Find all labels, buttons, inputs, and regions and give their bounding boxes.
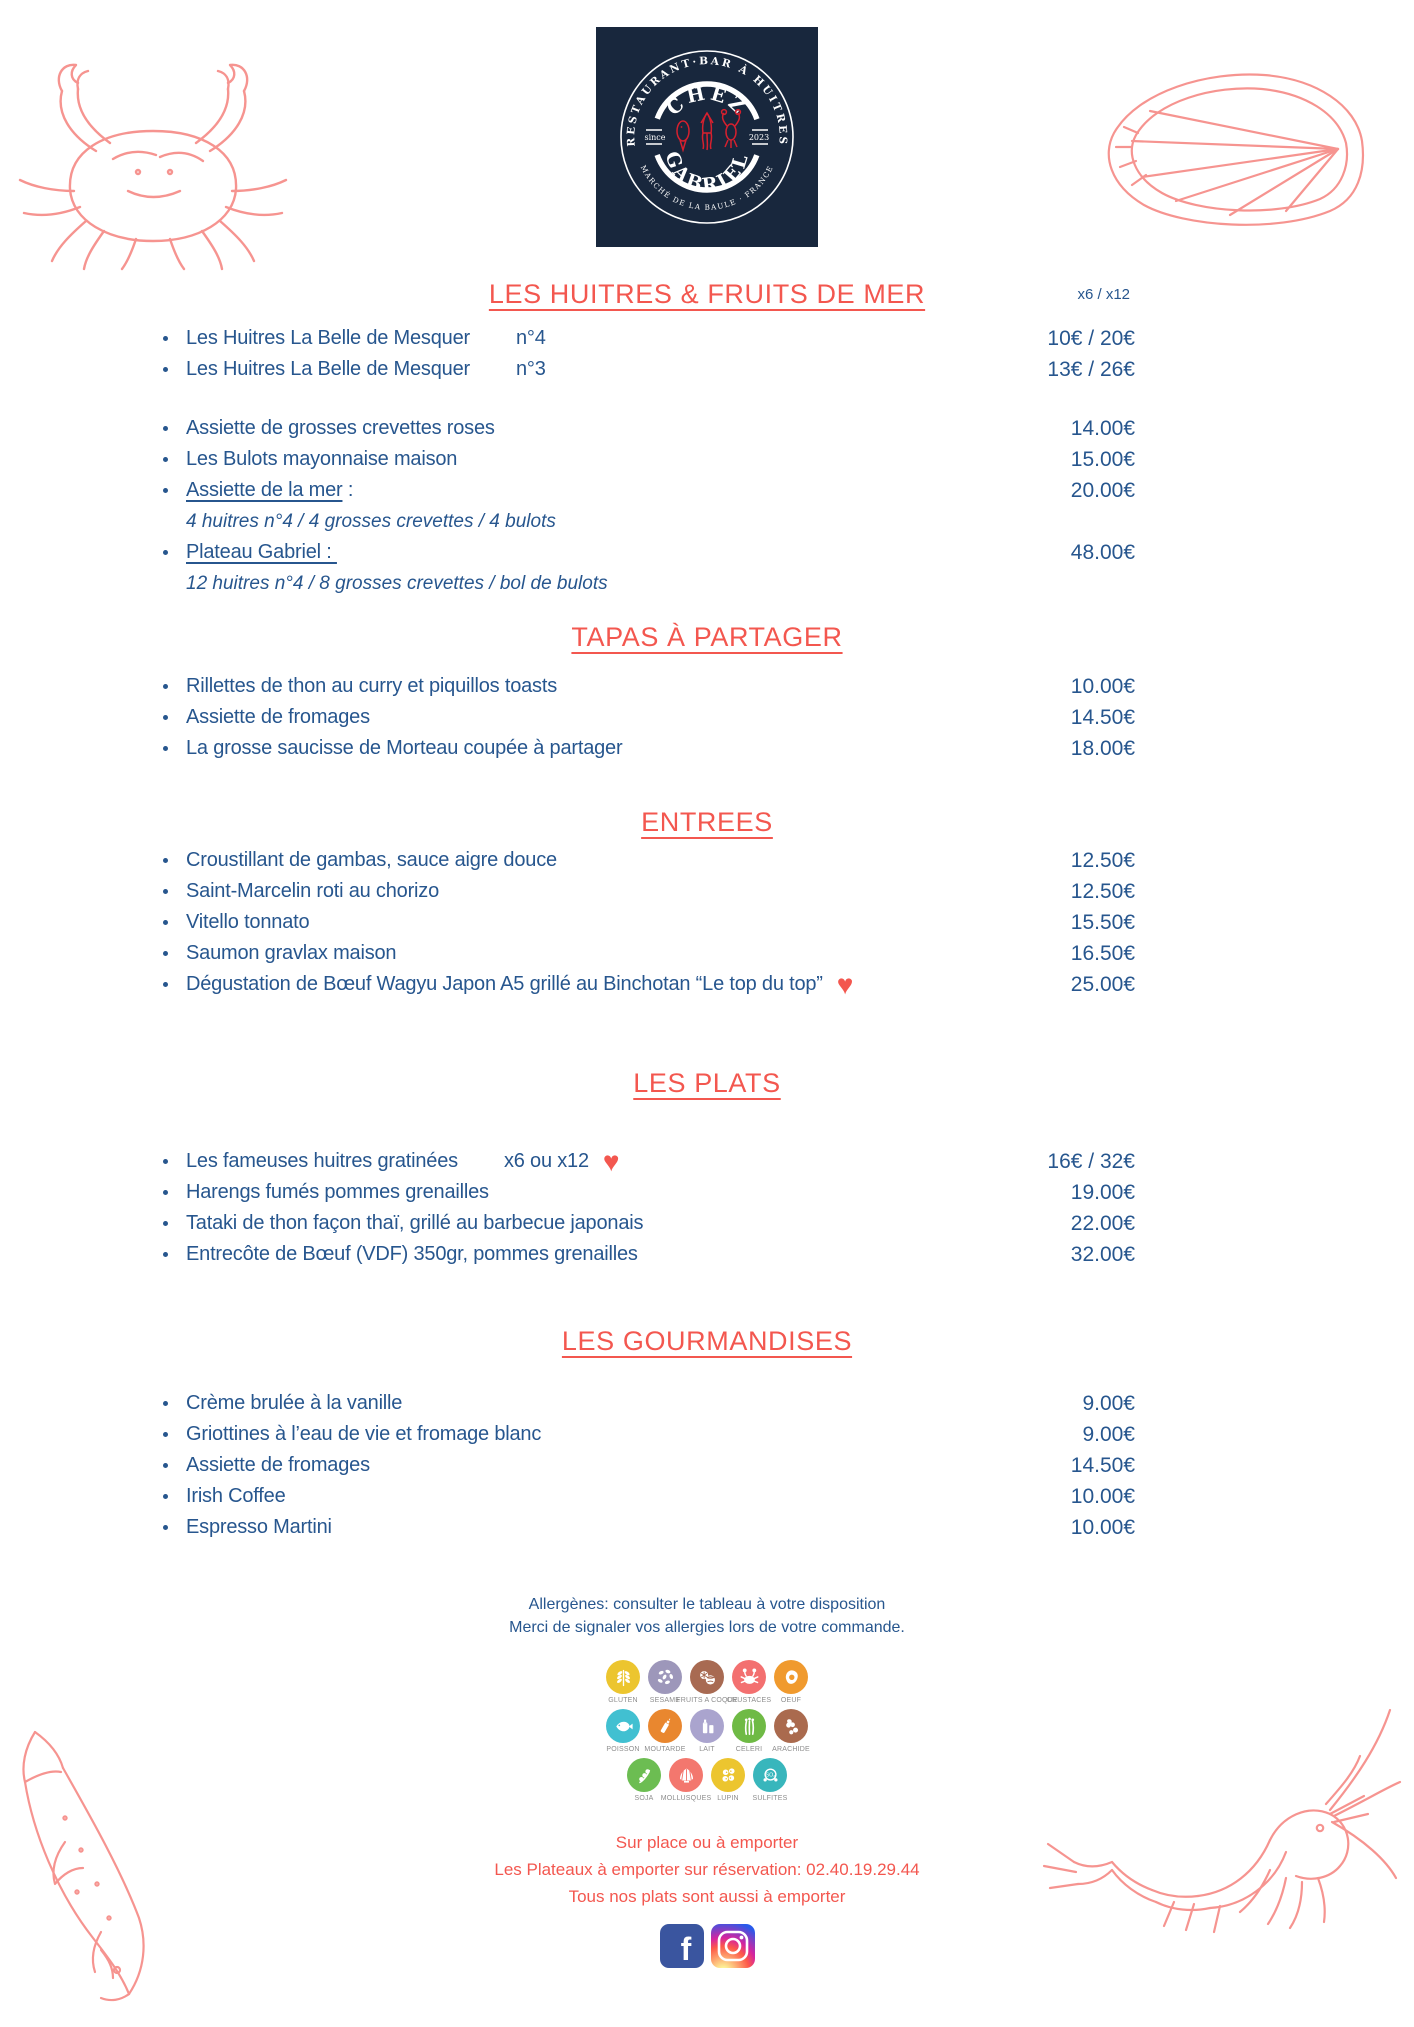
section-title: TAPAS À PARTAGER — [571, 622, 843, 652]
item-price: 32.00€ — [1070, 1242, 1135, 1266]
logo-arc-bottom: MARCHÉ DE LA BAULE · FRANCE — [638, 163, 776, 212]
item-price: 9.00€ — [1082, 1391, 1135, 1415]
svg-text:SO₂: SO₂ — [765, 1771, 775, 1778]
section-title: LES HUITRES & FRUITS DE MER — [488, 279, 926, 309]
bullet-icon — [160, 1401, 186, 1406]
bullet-icon — [160, 457, 186, 462]
item-text — [186, 448, 457, 471]
item-price: 10.00€ — [1070, 1484, 1135, 1508]
menu-item-row — [160, 323, 1135, 354]
allergen-celery — [728, 1709, 770, 1753]
bullet-icon — [160, 488, 186, 493]
menu-item-row — [160, 413, 1135, 444]
item-text — [186, 1454, 370, 1477]
item-name: Saint-Marcelin roti au chorizo — [186, 880, 439, 902]
item-name: Les fameuses huitres gratinées — [186, 1150, 458, 1172]
mustard-icon — [648, 1709, 682, 1743]
nuts-icon — [690, 1660, 724, 1694]
allergen-lupin — [707, 1758, 749, 1802]
social-links — [0, 1924, 1414, 1968]
section-header — [0, 616, 1414, 658]
item-name: Vitello tonnato — [186, 911, 310, 933]
menu-item-row — [160, 1208, 1135, 1239]
item-price: 9.00€ — [1082, 1422, 1135, 1446]
section-header — [0, 1062, 1414, 1104]
footer-line1: Sur place ou à emporter — [615, 1833, 799, 1852]
footer-line2: Les Plateaux à emporter sur réservation: 02.40.19.29.44 — [494, 1860, 920, 1879]
item-price: 13€ / 26€ — [1047, 357, 1135, 381]
item-text — [186, 541, 337, 564]
allergy-note — [0, 1593, 1414, 1639]
item-price: 25.00€ — [1070, 972, 1135, 996]
heart-icon: ♥ — [836, 968, 854, 1000]
footer-line3: Tous nos plats sont aussi à emporter — [568, 1887, 846, 1906]
item-price: 16€ / 32€ — [1047, 1149, 1135, 1173]
item-text — [186, 1423, 541, 1446]
allergen-fish — [602, 1709, 644, 1753]
menu-section — [0, 801, 1414, 1000]
instagram-icon[interactable] — [711, 1924, 755, 1968]
item-price: 10.00€ — [1070, 674, 1135, 698]
menu-item-row — [160, 537, 1135, 568]
section-items — [160, 845, 1135, 1000]
allergen-peanut — [770, 1709, 812, 1753]
allergen-label: SESAME — [649, 1697, 681, 1704]
item-name: La grosse saucisse de Morteau coupée à partager — [186, 737, 623, 759]
allergen-shell — [660, 1758, 712, 1802]
section-header — [0, 273, 1414, 315]
allergen-label: CRUSTACES — [726, 1697, 772, 1704]
fish-icon — [606, 1709, 640, 1743]
allergy-note-line1: Allergènes: consulter le tableau à votre disposition — [528, 1596, 886, 1613]
bullet-icon — [160, 1432, 186, 1437]
menu-item-row — [160, 1177, 1135, 1208]
menu-item-row — [160, 444, 1135, 475]
svg-text:f: f — [680, 1931, 691, 1967]
bullet-icon — [160, 1252, 186, 1257]
bullet-icon — [160, 715, 186, 720]
shell-icon — [669, 1758, 703, 1792]
item-price: 10€ / 20€ — [1047, 326, 1135, 350]
bullet-icon — [160, 1525, 186, 1530]
item-price: 14.00€ — [1070, 416, 1135, 440]
item-name: Assiette de fromages — [186, 706, 370, 728]
item-description: 4 huitres n°4 / 4 grosses crevettes / 4 bulots — [186, 510, 556, 532]
section-items — [160, 671, 1135, 764]
allergen-crab — [728, 1660, 770, 1704]
allergen-label: POISSON — [606, 1746, 640, 1753]
item-text — [186, 358, 546, 381]
bullet-icon — [160, 1494, 186, 1499]
item-price: 16.50€ — [1070, 941, 1135, 965]
item-name: Les Huitres La Belle de Mesquer — [186, 327, 470, 349]
item-price: 15.00€ — [1070, 447, 1135, 471]
item-name: Assiette de grosses crevettes roses — [186, 417, 495, 439]
item-price: 10.00€ — [1070, 1515, 1135, 1539]
item-text — [186, 675, 557, 698]
item-name: Rillettes de thon au curry et piquillos toasts — [186, 675, 557, 697]
footer-notes — [0, 1829, 1414, 1910]
item-text — [186, 417, 495, 440]
item-name: Assiette de fromages — [186, 1454, 370, 1476]
item-text — [186, 1212, 643, 1235]
allergen-grid — [0, 1660, 1414, 1807]
item-name: Les Huitres La Belle de Mesquer — [186, 358, 470, 380]
item-name: Croustillant de gambas, sauce aigre douce — [186, 849, 557, 871]
item-text — [186, 942, 396, 965]
allergen-label: CELERI — [735, 1746, 763, 1753]
menu-item-row — [160, 907, 1135, 938]
menu-item-row — [160, 1239, 1135, 1270]
bullet-icon — [160, 1190, 186, 1195]
item-name: Plateau Gabriel : — [186, 541, 337, 563]
item-price: 22.00€ — [1070, 1211, 1135, 1235]
section-title: LES GOURMANDISES — [561, 1326, 853, 1356]
soy-icon — [627, 1758, 661, 1792]
bullet-icon — [160, 746, 186, 751]
menu-item-row — [160, 1419, 1135, 1450]
item-price: 19.00€ — [1070, 1180, 1135, 1204]
facebook-icon[interactable] — [660, 1924, 704, 1968]
allergy-note-line2: Merci de signaler vos allergies lors de votre commande. — [509, 1619, 905, 1636]
menu — [0, 273, 1414, 1968]
item-price: 14.50€ — [1070, 1453, 1135, 1477]
menu-item-row — [160, 671, 1135, 702]
item-description: 12 huitres n°4 / 8 grosses crevettes / bol de bulots — [186, 572, 608, 594]
item-text — [186, 880, 439, 903]
item-name: Saumon gravlax maison — [186, 942, 397, 964]
section-header — [0, 1320, 1414, 1362]
section-items — [160, 1388, 1135, 1543]
celery-icon — [732, 1709, 766, 1743]
bullet-icon — [160, 982, 186, 987]
allergen-row — [602, 1660, 812, 1704]
peanut-icon — [774, 1709, 808, 1743]
item-name: Crème brulée à la vanille — [186, 1392, 403, 1414]
menu-item-row — [160, 1388, 1135, 1419]
menu-item-row — [160, 969, 1135, 1000]
item-text — [186, 479, 353, 502]
allergen-label: FRUITS A COQUE — [676, 1697, 738, 1704]
bullet-icon — [160, 426, 186, 431]
allergen-nuts — [676, 1660, 738, 1704]
bullet-icon — [160, 920, 186, 925]
item-text — [186, 1516, 332, 1539]
item-text — [186, 968, 854, 1000]
item-name: Tataki de thon façon thaï, grillé au barbecue japonais — [186, 1212, 644, 1234]
menu-item-row — [160, 1146, 1135, 1177]
allergen-wheat — [602, 1660, 644, 1704]
menu-item-row — [160, 1512, 1135, 1543]
bullet-icon — [160, 1159, 186, 1164]
allergen-label: OEUF — [780, 1697, 802, 1704]
allergen-label: SOJA — [634, 1795, 654, 1802]
section-header — [0, 801, 1414, 843]
item-text — [186, 1392, 402, 1415]
item-suffix: x6 ou x12 — [503, 1150, 589, 1172]
bullet-icon — [160, 367, 186, 372]
item-price: 12.50€ — [1070, 879, 1135, 903]
menu-section — [0, 273, 1414, 599]
allergen-label: MOLLUSQUES — [660, 1795, 712, 1802]
item-name: Irish Coffee — [186, 1485, 286, 1507]
menu-section — [0, 616, 1414, 764]
allergen-label: ARACHIDE — [772, 1746, 810, 1753]
menu-item-row — [160, 702, 1135, 733]
allergen-label: GLUTEN — [608, 1697, 638, 1704]
allergen-soy — [623, 1758, 665, 1802]
item-text — [186, 849, 557, 872]
item-text — [186, 911, 309, 934]
bullet-icon — [160, 684, 186, 689]
allergen-row — [623, 1758, 791, 1802]
item-text — [186, 1243, 638, 1266]
item-text — [186, 327, 546, 350]
item-name: Assiette de la mer — [186, 479, 343, 501]
item-text — [186, 1485, 286, 1508]
section-note: x6 / x12 — [1077, 285, 1130, 303]
item-text — [186, 706, 370, 729]
bullet-icon — [160, 889, 186, 894]
restaurant-logo — [596, 27, 818, 247]
allergen-egg — [770, 1660, 812, 1704]
menu-item-row — [160, 733, 1135, 764]
menu-item-row — [160, 876, 1135, 907]
allergen-so2 — [749, 1758, 791, 1802]
item-text — [186, 1181, 489, 1204]
crab-icon — [732, 1660, 766, 1694]
allergen-milk — [686, 1709, 728, 1753]
menu-item-row — [160, 845, 1135, 876]
so2-icon — [753, 1758, 787, 1792]
logo-since: since — [644, 133, 666, 142]
bullet-icon — [160, 550, 186, 555]
item-name: Les Bulots mayonnaise maison — [186, 448, 458, 470]
item-price: 48.00€ — [1070, 540, 1135, 564]
seeds-icon — [648, 1660, 682, 1694]
allergen-label: SULFITES — [752, 1795, 788, 1802]
bullet-icon — [160, 951, 186, 956]
allergen-mustard — [644, 1709, 686, 1753]
allergen-label: MOUTARDE — [644, 1746, 686, 1753]
menu-item-row — [160, 354, 1135, 385]
item-name: Harengs fumés pommes grenailles — [186, 1181, 489, 1203]
bullet-icon — [160, 336, 186, 341]
menu-item-row — [160, 1481, 1135, 1512]
egg-icon — [774, 1660, 808, 1694]
menu-section — [0, 1320, 1414, 1543]
section-items — [160, 1146, 1135, 1270]
item-price: 18.00€ — [1070, 736, 1135, 760]
logo-year: 2023 — [748, 133, 770, 142]
logo-name-top: CHEZ — [662, 81, 752, 120]
item-text — [186, 1145, 620, 1177]
item-price: 15.50€ — [1070, 910, 1135, 934]
logo-name-bottom: GABRIEL — [660, 148, 754, 197]
item-trailing: : — [342, 479, 354, 501]
bullet-icon — [160, 1221, 186, 1226]
menu-section — [0, 1062, 1414, 1270]
logo-arc-top: RESTAURANT·BAR À HUITRES — [625, 55, 789, 147]
milk-icon — [690, 1709, 724, 1743]
section-title: ENTREES — [641, 807, 773, 837]
heart-icon: ♥ — [602, 1145, 620, 1177]
bullet-icon — [160, 858, 186, 863]
wheat-icon — [606, 1660, 640, 1694]
menu-item-row — [160, 938, 1135, 969]
item-price: 20.00€ — [1070, 478, 1135, 502]
menu-item-row — [160, 475, 1135, 506]
allergen-label: LUPIN — [717, 1795, 739, 1802]
allergen-row — [602, 1709, 812, 1753]
section-items — [160, 323, 1135, 599]
item-name: Griottines à l’eau de vie et fromage blanc — [186, 1423, 542, 1445]
menu-item-row — [160, 1450, 1135, 1481]
item-name: Espresso Martini — [186, 1516, 332, 1538]
lupin-icon — [711, 1758, 745, 1792]
allergen-label: LAIT — [699, 1746, 715, 1753]
item-suffix: n°3 — [515, 358, 546, 380]
item-price: 14.50€ — [1070, 705, 1135, 729]
list-gap — [160, 385, 1135, 413]
item-suffix: n°4 — [515, 327, 546, 349]
item-name: Entrecôte de Bœuf (VDF) 350gr, pommes grenailles — [186, 1243, 638, 1265]
bullet-icon — [160, 1463, 186, 1468]
item-price: 12.50€ — [1070, 848, 1135, 872]
item-name: Dégustation de Bœuf Wagyu Japon A5 grillé au Binchotan “Le top du top” — [186, 973, 823, 995]
section-title: LES PLATS — [633, 1068, 781, 1098]
item-text — [186, 737, 622, 760]
menu-sections — [0, 273, 1414, 1543]
